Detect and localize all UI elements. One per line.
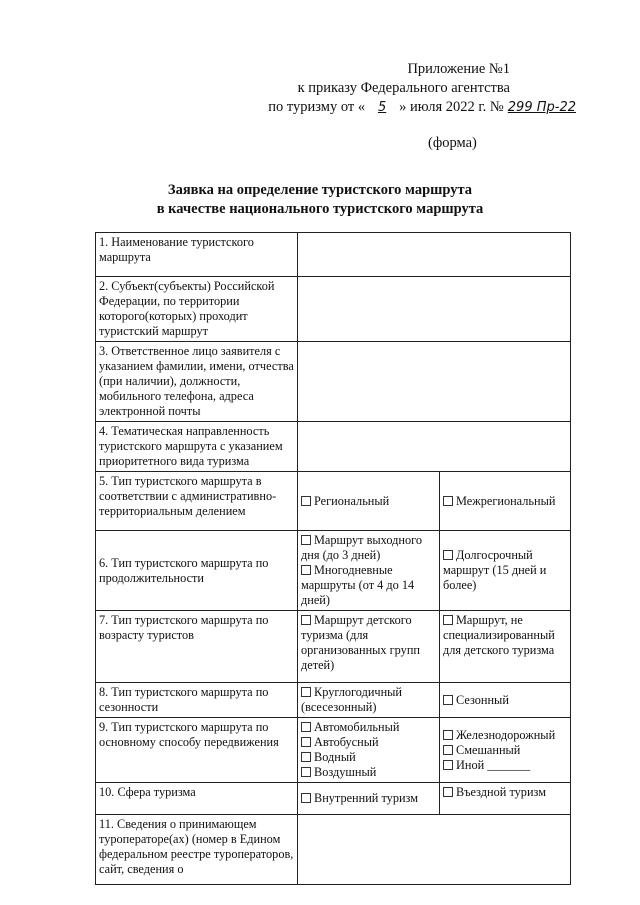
checkbox-icon[interactable] bbox=[301, 737, 311, 747]
option-cell bbox=[440, 683, 571, 718]
checkbox-icon[interactable] bbox=[443, 550, 453, 560]
option-inbound[interactable]: Въездной туризм bbox=[443, 785, 567, 800]
checkbox-icon[interactable] bbox=[443, 615, 453, 625]
row-label: 11. Сведения о принимающем туроператоре(ах) (номер в Едином федеральном реестре туроператоров, сайт, сведения о bbox=[96, 815, 298, 885]
row-label: 9. Тип туристского маршрута по основному способу передвижения bbox=[96, 718, 298, 783]
row-label: 4. Тематическая направленность туристского маршрута с указанием приоритетного вида туризма bbox=[96, 422, 298, 472]
option-cell bbox=[440, 472, 571, 531]
checkbox-icon[interactable] bbox=[443, 730, 453, 740]
table-row bbox=[96, 472, 571, 531]
checkbox-icon[interactable] bbox=[443, 787, 453, 797]
option-water[interactable]: Водный bbox=[301, 750, 436, 765]
option-regional[interactable]: Региональный bbox=[301, 494, 436, 509]
table-row bbox=[96, 815, 571, 885]
table-row bbox=[96, 683, 571, 718]
title-line-1: Заявка на определение туристского маршрута bbox=[167, 182, 473, 198]
option-cell bbox=[440, 611, 571, 683]
checkbox-icon[interactable] bbox=[301, 565, 311, 575]
document-title bbox=[0, 181, 640, 219]
row-label: 7. Тип туристского маршрута по возрасту туристов bbox=[96, 611, 298, 683]
answer-field[interactable] bbox=[298, 233, 571, 277]
checkbox-icon[interactable] bbox=[301, 615, 311, 625]
table-row bbox=[96, 611, 571, 683]
checkbox-icon[interactable] bbox=[443, 760, 453, 770]
checkbox-icon[interactable] bbox=[301, 767, 311, 777]
option-seasonal[interactable]: Сезонный bbox=[443, 693, 567, 708]
form-label: (форма) bbox=[428, 135, 477, 151]
answer-field[interactable] bbox=[298, 422, 571, 472]
checkbox-icon[interactable] bbox=[301, 752, 311, 762]
row-label: 2. Субъект(субъекты) Российской Федерации, по территории которого(которых) проходит туристский маршрут bbox=[96, 277, 298, 342]
option-mixed[interactable]: Смешанный bbox=[443, 743, 567, 758]
option-cell bbox=[298, 472, 440, 531]
option-cell bbox=[440, 718, 571, 783]
row-label: 8. Тип туристского маршрута по сезонности bbox=[96, 683, 298, 718]
answer-field[interactable] bbox=[298, 277, 571, 342]
option-children[interactable]: Маршрут детского туризма (для организованных групп детей) bbox=[301, 613, 420, 672]
option-long-term[interactable]: Долгосрочный маршрут (15 дней и более) bbox=[443, 548, 547, 592]
option-cell bbox=[298, 683, 440, 718]
checkbox-icon[interactable] bbox=[301, 687, 311, 697]
table-row bbox=[96, 783, 571, 815]
option-multiday[interactable]: Многодневные маршруты (от 4 до 14 дней) bbox=[301, 563, 415, 607]
checkbox-icon[interactable] bbox=[301, 793, 311, 803]
checkbox-icon[interactable] bbox=[443, 695, 453, 705]
row-label: 3. Ответственное лицо заявителя с указанием фамилии, имени, отчества (при наличии), должности, мобильного телефона, адреса электронной почты bbox=[96, 342, 298, 422]
table-row bbox=[96, 531, 571, 611]
checkbox-icon[interactable] bbox=[301, 722, 311, 732]
row-label: 1. Наименование туристского маршрута bbox=[96, 233, 298, 277]
table-row bbox=[96, 422, 571, 472]
answer-field[interactable] bbox=[298, 342, 571, 422]
option-air[interactable]: Воздушный bbox=[301, 765, 436, 780]
checkbox-icon[interactable] bbox=[301, 496, 311, 506]
handwritten-order-number: 299 Пр-22 bbox=[507, 100, 576, 115]
appendix-block bbox=[220, 60, 580, 117]
option-car[interactable]: Автомобильный bbox=[301, 720, 436, 735]
answer-field[interactable] bbox=[298, 815, 571, 885]
option-railway[interactable]: Железнодорожный bbox=[443, 728, 567, 743]
option-cell bbox=[440, 531, 571, 611]
checkbox-icon[interactable] bbox=[301, 535, 311, 545]
table-row bbox=[96, 342, 571, 422]
option-other[interactable]: Иной _______ bbox=[443, 758, 567, 773]
option-cell bbox=[298, 718, 440, 783]
option-not-children[interactable]: Маршрут, не специализированный для детского туризма bbox=[443, 613, 555, 657]
option-cell bbox=[298, 611, 440, 683]
option-cell bbox=[298, 531, 440, 611]
application-form-table bbox=[95, 232, 571, 885]
date-prefix: по туризму от « bbox=[268, 99, 366, 115]
row-label: 5. Тип туристского маршрута в соответствии с административно-территориальным делением bbox=[96, 472, 298, 531]
checkbox-icon[interactable] bbox=[443, 496, 453, 506]
option-cell bbox=[298, 783, 440, 815]
table-row bbox=[96, 718, 571, 783]
row-label: 10. Сфера туризма bbox=[96, 783, 298, 815]
table-row bbox=[96, 277, 571, 342]
option-domestic[interactable]: Внутренний туризм bbox=[301, 791, 436, 806]
appendix-line: Приложение №1 bbox=[407, 61, 510, 77]
row-label: 6. Тип туристского маршрута по продолжительности bbox=[96, 531, 298, 611]
order-line: к приказу Федерального агентства bbox=[297, 80, 510, 96]
order-date-line bbox=[220, 98, 580, 117]
option-bus[interactable]: Автобусный bbox=[301, 735, 436, 750]
option-weekend[interactable]: Маршрут выходного дня (до 3 дней) bbox=[301, 533, 423, 562]
title-line-2: в качестве национального туристского маршрута bbox=[156, 201, 484, 217]
option-interregional[interactable]: Межрегиональный bbox=[443, 494, 567, 509]
table-row bbox=[96, 233, 571, 277]
option-cell bbox=[440, 783, 571, 815]
option-year-round[interactable]: Круглогодичный (всесезонный) bbox=[301, 685, 403, 714]
handwritten-day: 5 bbox=[377, 100, 387, 115]
date-suffix: » июля 2022 г. № bbox=[399, 99, 504, 115]
checkbox-icon[interactable] bbox=[443, 745, 453, 755]
